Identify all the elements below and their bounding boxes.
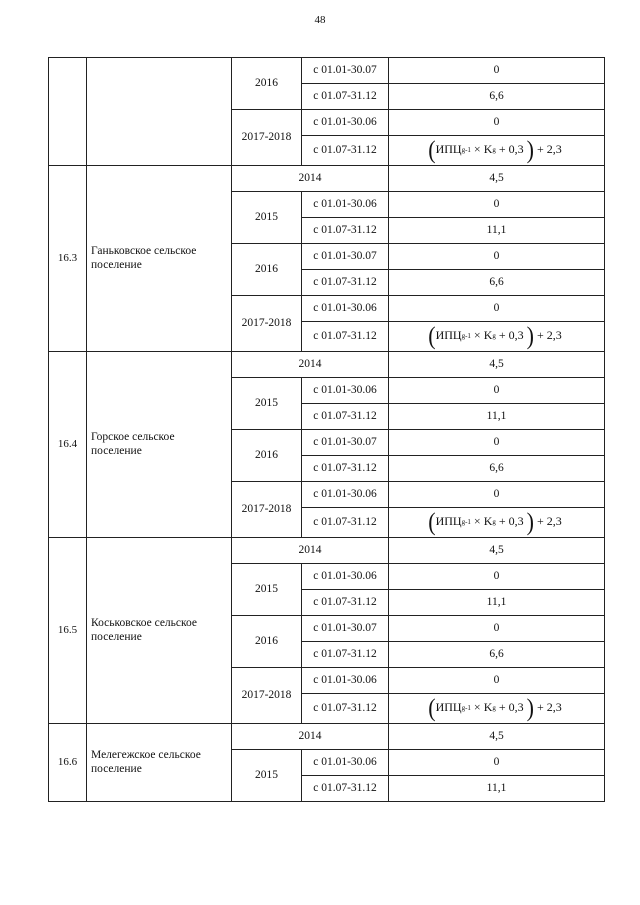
period-cell: с 01.01-30.06 (302, 750, 389, 776)
table-row (49, 166, 605, 192)
period-cell: с 01.07-31.12 (302, 322, 389, 352)
value-cell: 4,5 (389, 538, 605, 564)
formula: ( ИПЦ g-1 × K g + 0,3 ) + 2,3 (428, 693, 562, 723)
period-cell: с 01.01-30.06 (302, 110, 389, 136)
page-number: 48 (314, 14, 326, 26)
period-cell: с 01.07-31.12 (302, 508, 389, 538)
value-cell: 4,5 (389, 166, 605, 192)
period-cell: с 01.07-31.12 (302, 776, 389, 802)
year-cell: 2016 (232, 244, 302, 296)
formula: ( ИПЦ g-1 × K g + 0,3 ) + 2,3 (428, 507, 562, 537)
period-cell: с 01.01-30.06 (302, 192, 389, 218)
period-cell: с 01.07-31.12 (302, 456, 389, 482)
year-cell: 2014 (232, 538, 389, 564)
table-row (49, 724, 605, 750)
row-number: 16.3 (49, 166, 87, 352)
period-cell: с 01.01-30.06 (302, 482, 389, 508)
year-cell: 2015 (232, 192, 302, 244)
value-cell: 0 (389, 192, 605, 218)
value-cell: 6,6 (389, 84, 605, 110)
value-cell: 0 (389, 668, 605, 694)
value-cell: 11,1 (389, 218, 605, 244)
settlement-name: Мелегежское сельское поселение (87, 724, 232, 802)
period-cell: с 01.01-30.07 (302, 616, 389, 642)
table-row (49, 58, 605, 84)
year-cell: 2014 (232, 724, 389, 750)
period-cell: с 01.01-30.06 (302, 296, 389, 322)
row-number: 16.6 (49, 724, 87, 802)
value-cell: 0 (389, 244, 605, 270)
period-cell: с 01.07-31.12 (302, 218, 389, 244)
value-cell: 4,5 (389, 724, 605, 750)
row-number: 16.4 (49, 352, 87, 538)
value-cell: 0 (389, 750, 605, 776)
row-number: 16.5 (49, 538, 87, 724)
table-row (49, 538, 605, 564)
formula-cell (389, 508, 605, 538)
year-cell: 2015 (232, 750, 302, 802)
value-cell: 0 (389, 430, 605, 456)
table-row (49, 352, 605, 378)
period-cell: с 01.07-31.12 (302, 590, 389, 616)
value-cell: 11,1 (389, 404, 605, 430)
period-cell: с 01.01-30.06 (302, 564, 389, 590)
period-cell: с 01.07-31.12 (302, 136, 389, 166)
value-cell: 11,1 (389, 590, 605, 616)
value-cell: 0 (389, 564, 605, 590)
value-cell: 0 (389, 482, 605, 508)
period-cell: с 01.07-31.12 (302, 270, 389, 296)
name-cell (87, 58, 232, 166)
num-cell (49, 58, 87, 166)
year-cell: 2015 (232, 378, 302, 430)
formula: ( ИПЦ g-1 × K g + 0,3 ) + 2,3 (428, 135, 562, 165)
year-cell: 2016 (232, 430, 302, 482)
year-cell: 2016 (232, 616, 302, 668)
value-cell: 6,6 (389, 642, 605, 668)
period-cell: с 01.07-31.12 (302, 694, 389, 724)
value-cell: 0 (389, 110, 605, 136)
year-cell: 2017-2018 (232, 668, 302, 724)
period-cell: с 01.01-30.07 (302, 244, 389, 270)
period-cell: с 01.01-30.06 (302, 378, 389, 404)
value-cell: 0 (389, 616, 605, 642)
year-cell: 2017-2018 (232, 110, 302, 166)
year-cell: 2014 (232, 352, 389, 378)
year-cell: 2016 (232, 58, 302, 110)
year-cell: 2015 (232, 564, 302, 616)
year-cell: 2017-2018 (232, 296, 302, 352)
tariff-table (48, 57, 605, 802)
settlement-name: Коськовское сельское поселение (87, 538, 232, 724)
value-cell: 6,6 (389, 456, 605, 482)
settlement-name: Ганьковское сельское поселение (87, 166, 232, 352)
formula: ( ИПЦ g-1 × K g + 0,3 ) + 2,3 (428, 321, 562, 351)
period-cell: с 01.01-30.07 (302, 430, 389, 456)
formula-cell (389, 136, 605, 166)
formula-cell (389, 694, 605, 724)
period-cell: с 01.07-31.12 (302, 642, 389, 668)
value-cell: 4,5 (389, 352, 605, 378)
settlement-name: Горское сельское поселение (87, 352, 232, 538)
period-cell: с 01.07-31.12 (302, 404, 389, 430)
value-cell: 11,1 (389, 776, 605, 802)
period-cell: с 01.07-31.12 (302, 84, 389, 110)
value-cell: 6,6 (389, 270, 605, 296)
period-cell: с 01.01-30.07 (302, 58, 389, 84)
value-cell: 0 (389, 58, 605, 84)
period-cell: с 01.01-30.06 (302, 668, 389, 694)
year-cell: 2014 (232, 166, 389, 192)
value-cell: 0 (389, 296, 605, 322)
year-cell: 2017-2018 (232, 482, 302, 538)
value-cell: 0 (389, 378, 605, 404)
formula-cell (389, 322, 605, 352)
